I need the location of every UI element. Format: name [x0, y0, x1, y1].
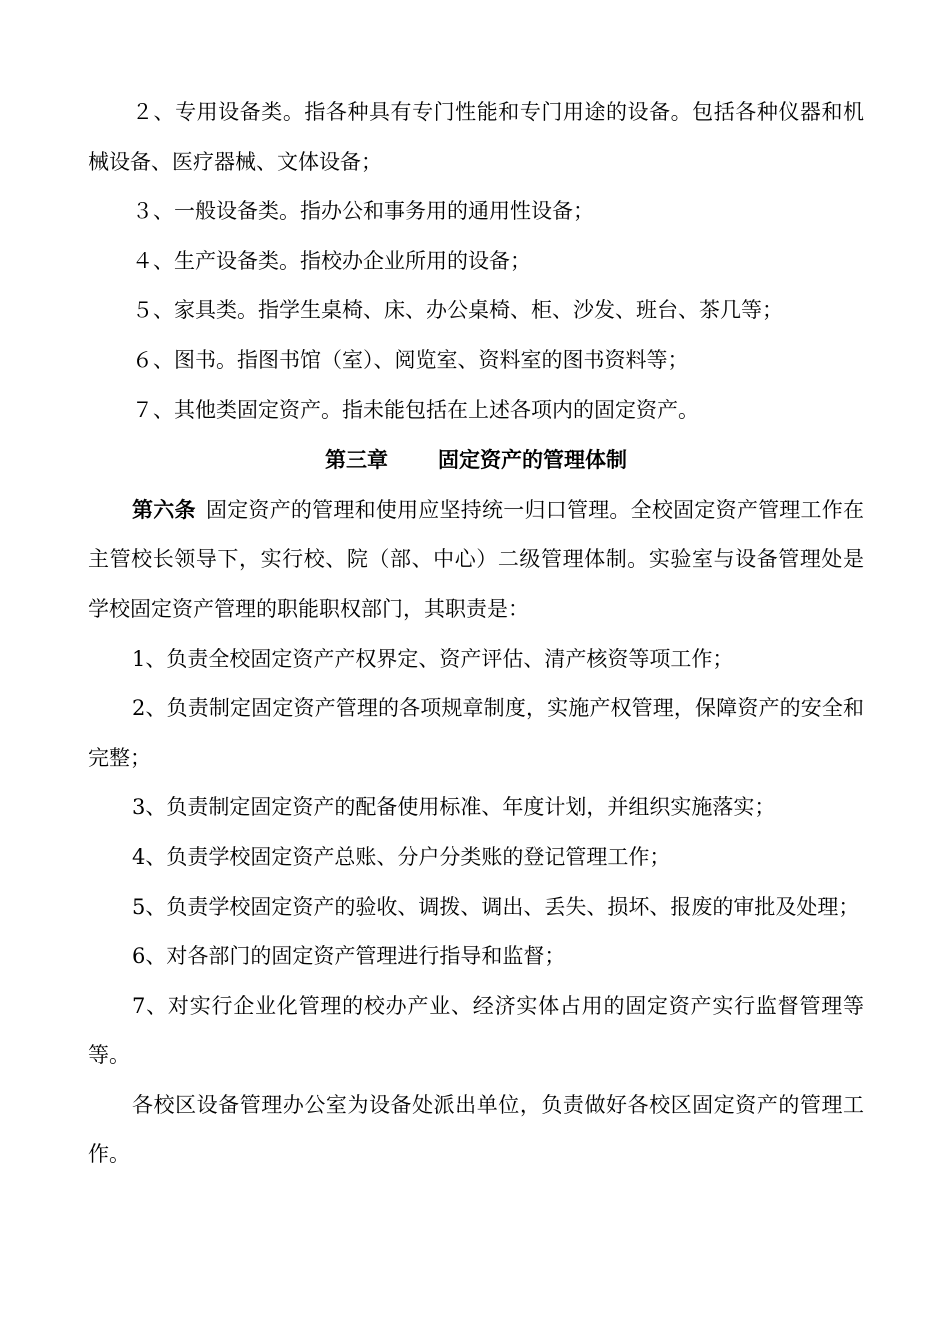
paragraph-general-equipment: ３、一般设备类。指办公和事务用的通用性设备； — [132, 199, 594, 224]
paragraph-other-assets: ７、其他类固定资产。指未能包括在上述各项内的固定资产。 — [132, 397, 699, 422]
chapter-title: 固定资产的管理体制 — [438, 447, 627, 473]
paragraph-furniture: ５、家具类。指学生桌椅、床、办公桌椅、柜、沙发、班台、茶几等； — [132, 298, 783, 323]
document-page — [88, 88, 864, 1180]
duty-item: 5、负责学校固定资产的验收、调拨、调出、丢失、损坏、报废的审批及处理； — [132, 894, 860, 919]
article-six — [88, 485, 864, 635]
chapter-number: 第三章 — [325, 447, 388, 473]
paragraph-special-equipment: ２、专用设备类。指各种具有专门性能和专门用途的设备。包括各种仪器和机械设备、医疗器械、文体设备； — [88, 100, 864, 174]
article-six-label: 第六条 — [132, 496, 196, 522]
paragraph-production-equipment: ４、生产设备类。指校办企业所用的设备； — [132, 248, 531, 273]
duty-item: 3、负责制定固定资产的配备使用标准、年度计划，并组织实施落实； — [132, 795, 776, 820]
chapter-heading — [88, 435, 864, 485]
duty-item: 7、对实行企业化管理的校办产业、经济实体占用的固定资产实行监督管理等等。 — [88, 993, 864, 1068]
duty-item: 4、负责学校固定资产总账、分户分类账的登记管理工作； — [132, 844, 671, 869]
paragraph-books: ６、图书。指图书馆（室）、阅览室、资料室的图书资料等； — [132, 347, 689, 372]
article-six-text: 固定资产的管理和使用应坚持统一归口管理。全校固定资产管理工作在主管校长领导下，实行校、院（部、中心）二级管理体制。实验室与设备管理处是学校固定资产管理的职能职权部门，其职责是： — [88, 497, 865, 621]
duty-item: 1、负责全校固定资产产权界定、资产评估、清产核资等项工作； — [132, 646, 734, 671]
duty-item: 2、负责制定固定资产管理的各项规章制度，实施产权管理，保障资产的安全和完整； — [88, 696, 864, 770]
closing-paragraph: 各校区设备管理办公室为设备处派出单位，负责做好各校区固定资产的管理工作。 — [88, 1092, 864, 1167]
duty-item: 6、对各部门的固定资产管理进行指导和监督； — [132, 944, 566, 969]
